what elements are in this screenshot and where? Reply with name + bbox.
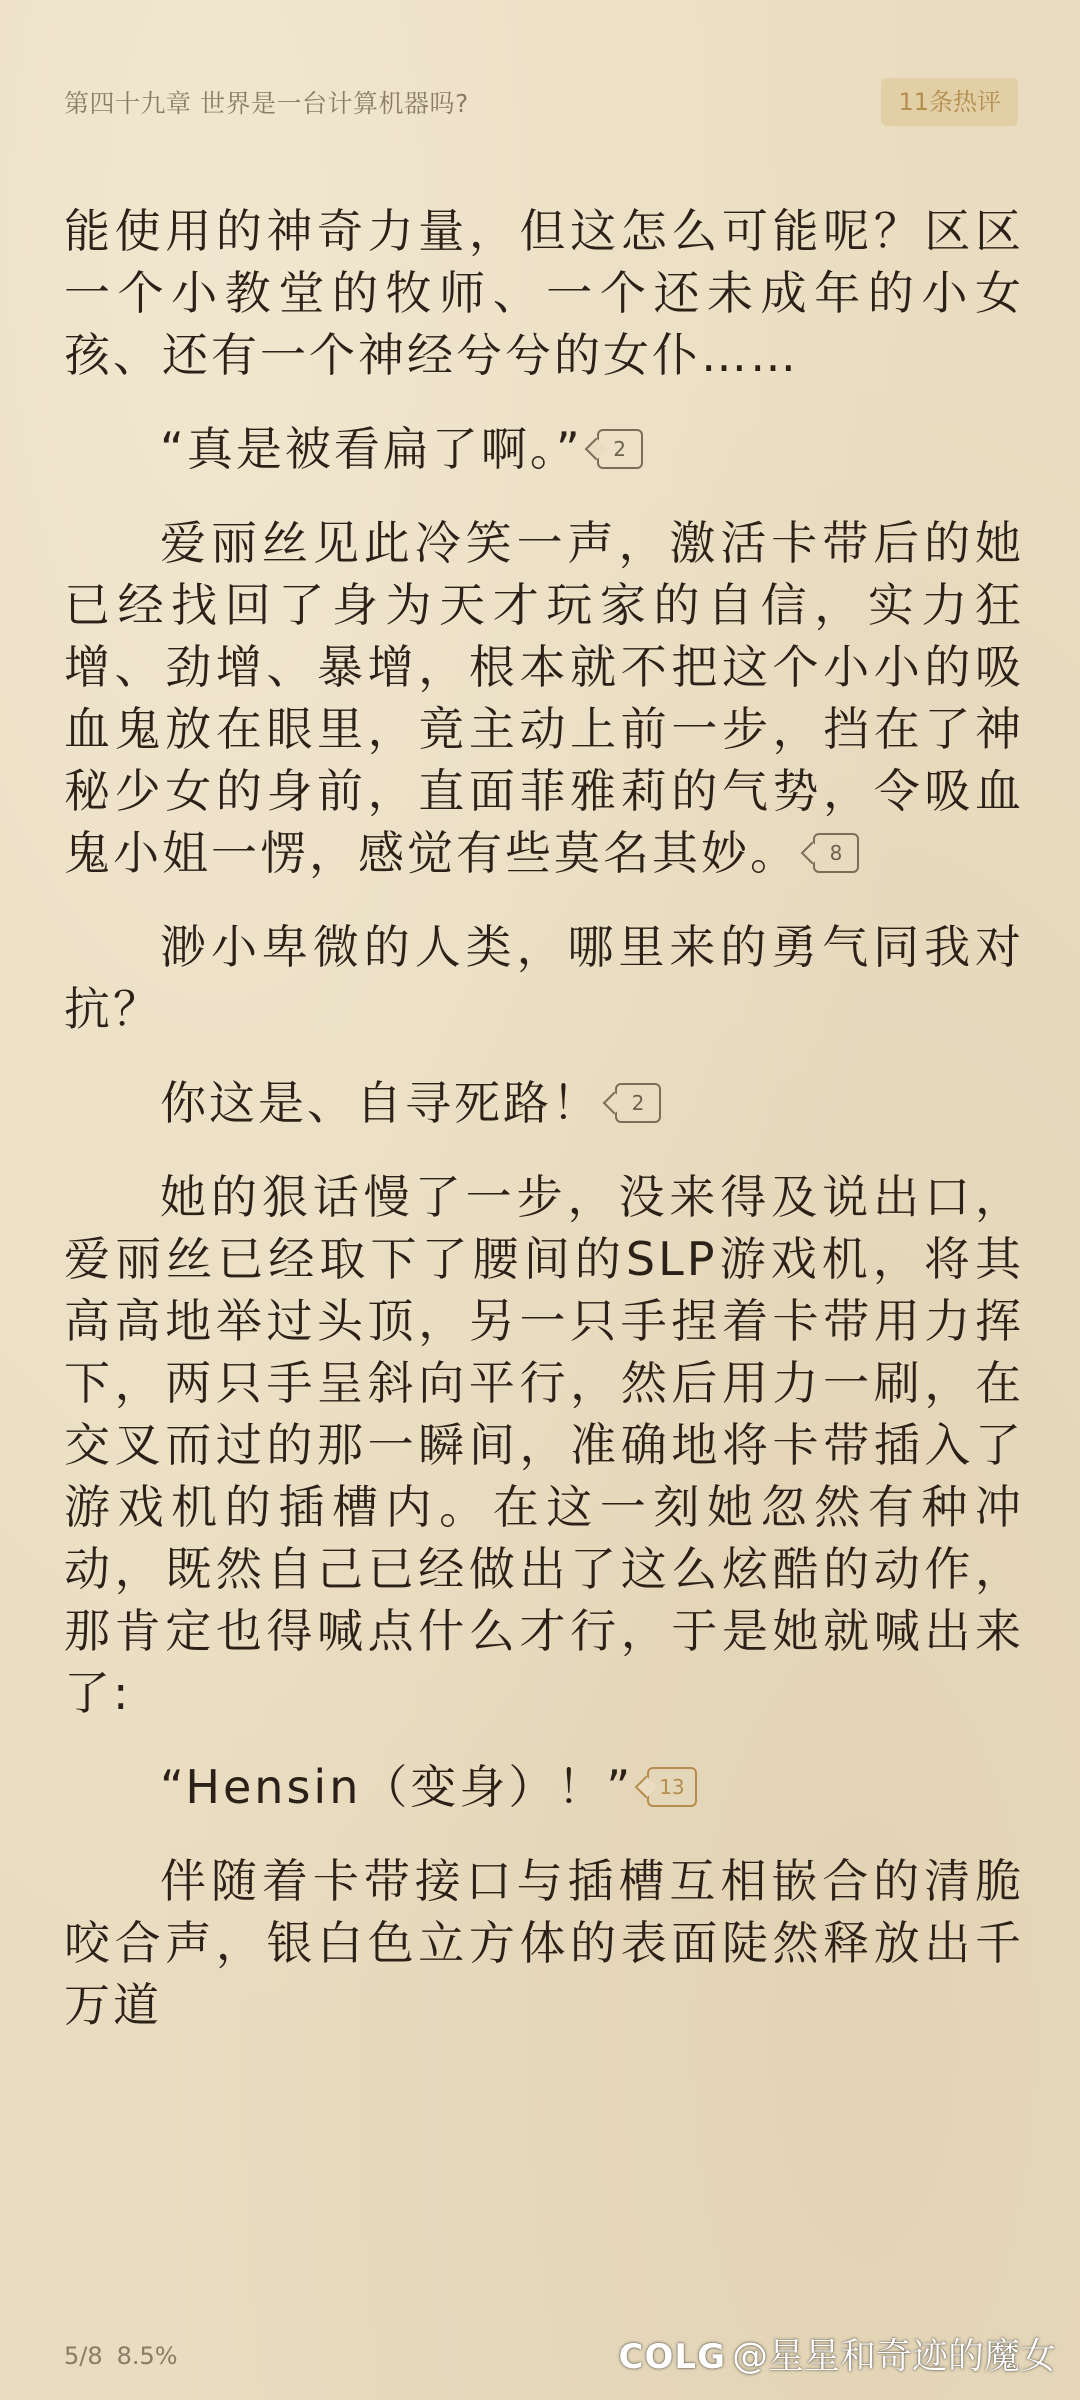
paragraph-comment-count[interactable]: 2	[615, 1083, 661, 1123]
reading-progress	[64, 2342, 192, 2370]
paragraph-text: 爱丽丝见此冷笑一声，激活卡带后的她已经找回了身为天才玩家的自信，实力狂增、劲增、暴增，根本就不把这个小小的吸血鬼放在眼里，竟主动上前一步，挡在了神秘少女的身前，直面菲雅莉的气势，令吸血鬼小姐一愣，感觉有些莫名其妙。	[64, 516, 1024, 880]
reader-header	[0, 0, 1080, 200]
watermark	[619, 2328, 1056, 2379]
paragraph	[64, 916, 1024, 1040]
page-progress: 5/8	[64, 2342, 103, 2370]
paragraph-text: “Hensin（变身）！”	[160, 1760, 634, 1814]
paragraph	[64, 1072, 1024, 1134]
paragraph	[64, 1850, 1024, 2036]
hot-comments-button[interactable]: 11条热评	[881, 78, 1018, 126]
watermark-text: @星星和奇迹的魔女	[731, 2336, 1056, 2377]
paragraph-text: 她的狠话慢了一步，没来得及说出口，爱丽丝已经取下了腰间的SLP游戏机，将其高高地举过头顶，另一只手捏着卡带用力挥下，两只手呈斜向平行，然后用力一刷，在交叉而过的那一瞬间，准确地将卡带插入了游戏机的插槽内。在这一刻她忽然有种冲动，既然自己已经做出了这么炫酷的动作，那肯定也得喊点什么才行，于是她就喊出来了:	[64, 1170, 1024, 1720]
colg-logo: COLG	[618, 2337, 726, 2377]
paragraph-text: 你这是、自寻死路！	[160, 1076, 601, 1130]
paragraph-text: 伴随着卡带接口与插槽互相嵌合的清脆咬合声，银白色立方体的表面陡然释放出千万道	[64, 1854, 1024, 2032]
paragraph-comment-count[interactable]: 13	[647, 1767, 696, 1807]
reader-footer	[0, 2320, 1080, 2400]
paragraph	[64, 1166, 1024, 1724]
paragraph	[64, 418, 1024, 480]
paragraph-text: 能使用的神奇力量，但这怎么可能呢？区区一个小教堂的牧师、一个还未成年的小女孩、还有一个神经兮兮的女仆……	[64, 204, 1024, 382]
paragraph	[64, 1756, 1024, 1818]
chapter-content	[64, 192, 1024, 2068]
paragraph-comment-count[interactable]: 8	[813, 833, 859, 873]
paragraph-text: 渺小卑微的人类，哪里来的勇气同我对抗？	[64, 920, 1024, 1036]
paragraph	[64, 512, 1024, 884]
paragraph-text: “真是被看扁了啊。”	[160, 422, 583, 476]
percent-progress: 8.5%	[116, 2342, 178, 2370]
paragraph-comment-count[interactable]: 2	[597, 429, 643, 469]
chapter-title: 第四十九章 世界是一台计算机器吗?	[64, 89, 469, 118]
paragraph	[64, 200, 1024, 386]
